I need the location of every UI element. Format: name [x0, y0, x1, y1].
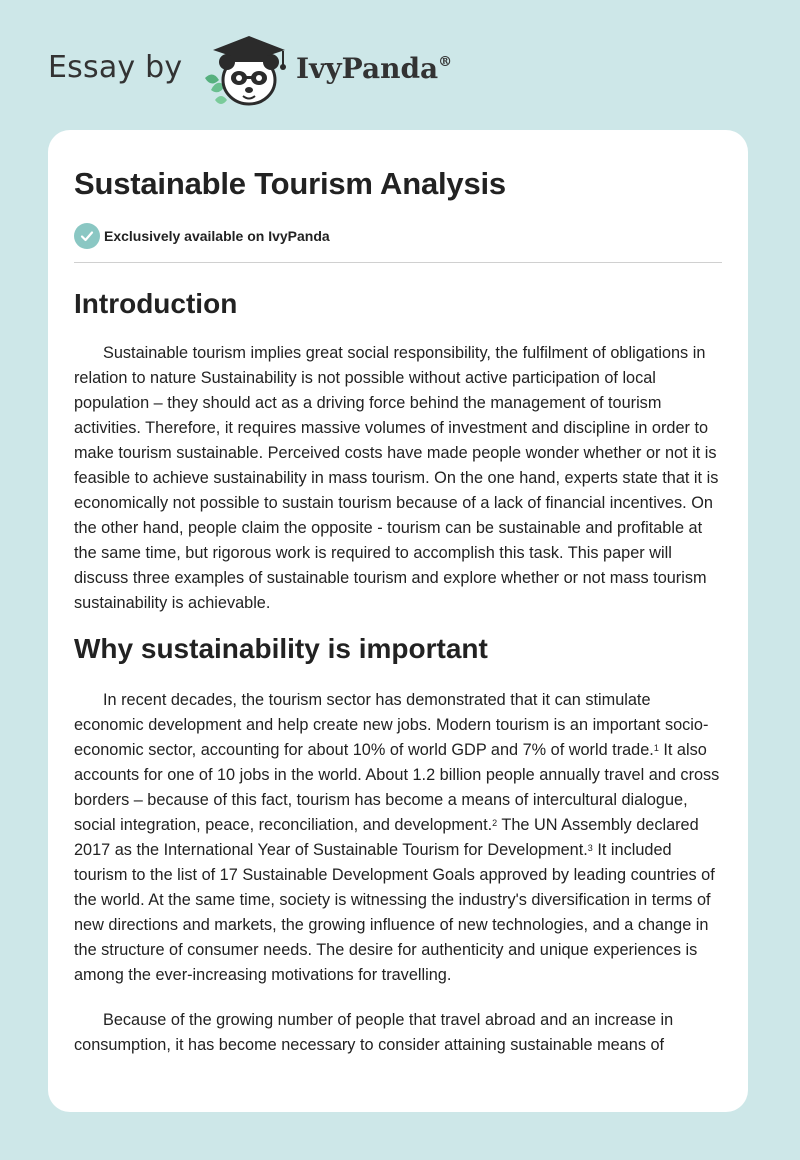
- exclusive-badge: [74, 222, 722, 250]
- site-header: [48, 30, 748, 110]
- footnote-ref[interactable]: 3: [587, 843, 593, 853]
- paragraph-introduction: Sustainable tourism implies great social responsibility, the fulfilment of obligations in relation to nature Sustainability is not possible without active participation of local population – they should act as a driving force behind the management of tourism activities. Therefore, it requires massive volumes of investment and discipline in order to make tourism sustainable. Perceived costs have made people wonder whether or not it is feasible to achieve sustainability in mass tourism. On the one hand, experts state that it is economically not possible to sustain tourism because of a lack of financial incentives. On the other hand, people claim the opposite - tourism can be sustainable and profitable at the same time, but rigorous work is required to accomplish this task. This paper will discuss three examples of sustainable tourism and explore whether or not mass tourism sustainability is achievable.: [74, 344, 719, 612]
- panda-graduate-icon[interactable]: [201, 30, 293, 110]
- badge-text: Exclusively available on IvyPanda: [104, 228, 330, 244]
- paragraph-text: It included tourism to the list of 17 Sustainable Development Goals approved by leading countries of the world. At the same time, society is witnessing the industry's diversification in terms of new directions and markets, the growing influence of new technologies, and a change in the structure of consumer needs. The desire for authenticity and unique experiences is among the ever-increasing motivations for travelling.: [74, 841, 715, 984]
- registered-mark: ®: [438, 54, 453, 70]
- paragraph-text: In recent decades, the tourism sector has demonstrated that it can stimulate economic development and help create new jobs. Modern tourism is an important socio-economic sector, accounting for about 10% of world GDP and 7% of world trade.: [74, 691, 709, 759]
- essay-by-label: Essay by: [48, 50, 183, 85]
- paragraph-text: It also accounts for one of 10 jobs in the world. About 1.2 billion people annually travel and cross borders – because of this fact, tourism has become a means of intercultural dialogue, social integration, peace, reconciliation, and development.: [74, 741, 720, 834]
- section-heading-introduction: Introduction: [74, 288, 238, 319]
- section-heading-why-sustainability: Why sustainability is important: [74, 633, 488, 664]
- brand-name[interactable]: [296, 52, 452, 85]
- page-title: Sustainable Tourism Analysis: [74, 166, 506, 201]
- paragraph-why-sustainability-1: [74, 688, 722, 988]
- footnote-ref[interactable]: 1: [653, 743, 659, 753]
- divider: [74, 262, 722, 263]
- essay-card: [48, 130, 748, 1112]
- brand-text: IvyPanda: [296, 52, 439, 85]
- paragraph-text: The UN Assembly declared 2017 as the International Year of Sustainable Tourism for Development.: [74, 816, 699, 859]
- check-circle-icon: [74, 223, 100, 249]
- footnote-ref[interactable]: 2: [492, 818, 498, 828]
- paragraph-why-sustainability-2: Because of the growing number of people that travel abroad and an increase in consumption, it has become necessary to consider attaining sustainable means of: [74, 1011, 674, 1054]
